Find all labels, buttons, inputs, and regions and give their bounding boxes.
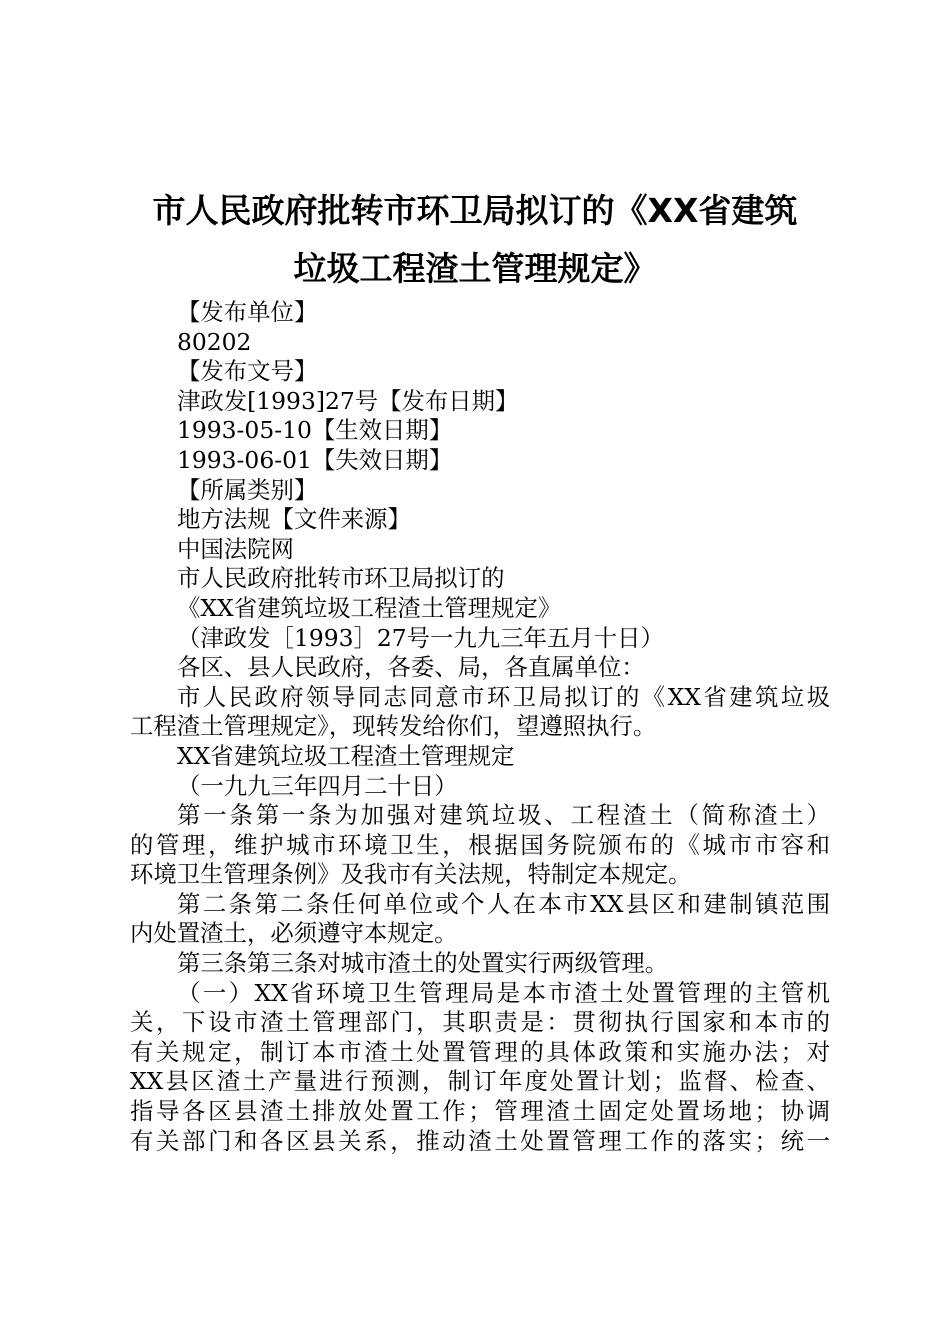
doc-number-label: 【发布文号】 — [177, 357, 318, 386]
clause-1-line: XX县区渣土产量进行预测，制订年度处置计划；监督、检查、 — [130, 1067, 830, 1096]
document-title-line-2: 垃圾工程渣土管理规定》 — [293, 249, 657, 288]
category-line: 地方法规【文件来源】 — [177, 505, 411, 534]
paragraph-line: 市人民政府领导同志同意市环卫局拟订的《XX省建筑垃圾 — [177, 682, 830, 711]
notice-reference: （津政发［1993］27号一九九三年五月十日） — [177, 623, 664, 652]
article-2-line: 内处置渣土，必须遵守本规定。 — [130, 919, 458, 948]
article-3-line: 第三条第三条对城市渣土的处置实行两级管理。 — [177, 949, 669, 978]
publisher-label: 【发布单位】 — [177, 298, 318, 326]
source-value: 中国法院网 — [177, 534, 294, 563]
clause-1-line: 关，下设市渣土管理部门，其职责是：贯彻执行国家和本市的 — [130, 1008, 830, 1037]
publish-date-line: 1993-05-10【生效日期】 — [177, 416, 453, 445]
document-title-line-1: 市人民政府批转市环卫局拟订的《XX省建筑 — [152, 191, 798, 230]
article-2-line: 第二条第二条任何单位或个人在本市XX县区和建制镇范围 — [177, 889, 830, 918]
notice-heading-line-1: 市人民政府批转市环卫局拟订的 — [177, 564, 505, 593]
regulation-date: （一九九三年四月二十日） — [177, 771, 458, 800]
article-1-line: 的管理，维护城市环境卫生，根据国务院颁布的《城市市容和 — [130, 830, 830, 859]
regulation-title: XX省建筑垃圾工程渣土管理规定 — [177, 741, 515, 770]
effective-date-line: 1993-06-01【失效日期】 — [177, 445, 453, 474]
addressee-line: 各区、县人民政府，各委、局，各直属单位： — [177, 653, 645, 682]
article-1-line: 第一条第一条为加强对建筑垃圾、工程渣土（简称渣土） — [177, 801, 830, 830]
publisher-value: 80202 — [177, 327, 252, 356]
document-body — [130, 298, 830, 1156]
article-1-line: 环境卫生管理条例》及我市有关法规，特制定本规定。 — [130, 860, 692, 889]
doc-number-line: 津政发[1993]27号【发布日期】 — [177, 386, 519, 415]
notice-heading-line-2: 《XX省建筑垃圾工程渣土管理规定》 — [177, 593, 562, 622]
clause-1-line: 有关部门和各区县关系，推动渣土处置管理工作的落实；统一 — [130, 1126, 830, 1155]
clause-1-line: （一）XX省环境卫生管理局是本市渣土处置管理的主管机 — [177, 978, 830, 1007]
clause-1-line: 指导各区县渣土排放处置工作；管理渣土固定处置场地；协调 — [130, 1097, 830, 1126]
category-label: 【所属类别】 — [177, 475, 318, 504]
paragraph-line: 工程渣土管理规定》，现转发给你们，望遵照执行。 — [130, 712, 657, 741]
clause-1-line: 有关规定，制订本市渣土处置管理的具体政策和实施办法；对 — [130, 1037, 830, 1066]
